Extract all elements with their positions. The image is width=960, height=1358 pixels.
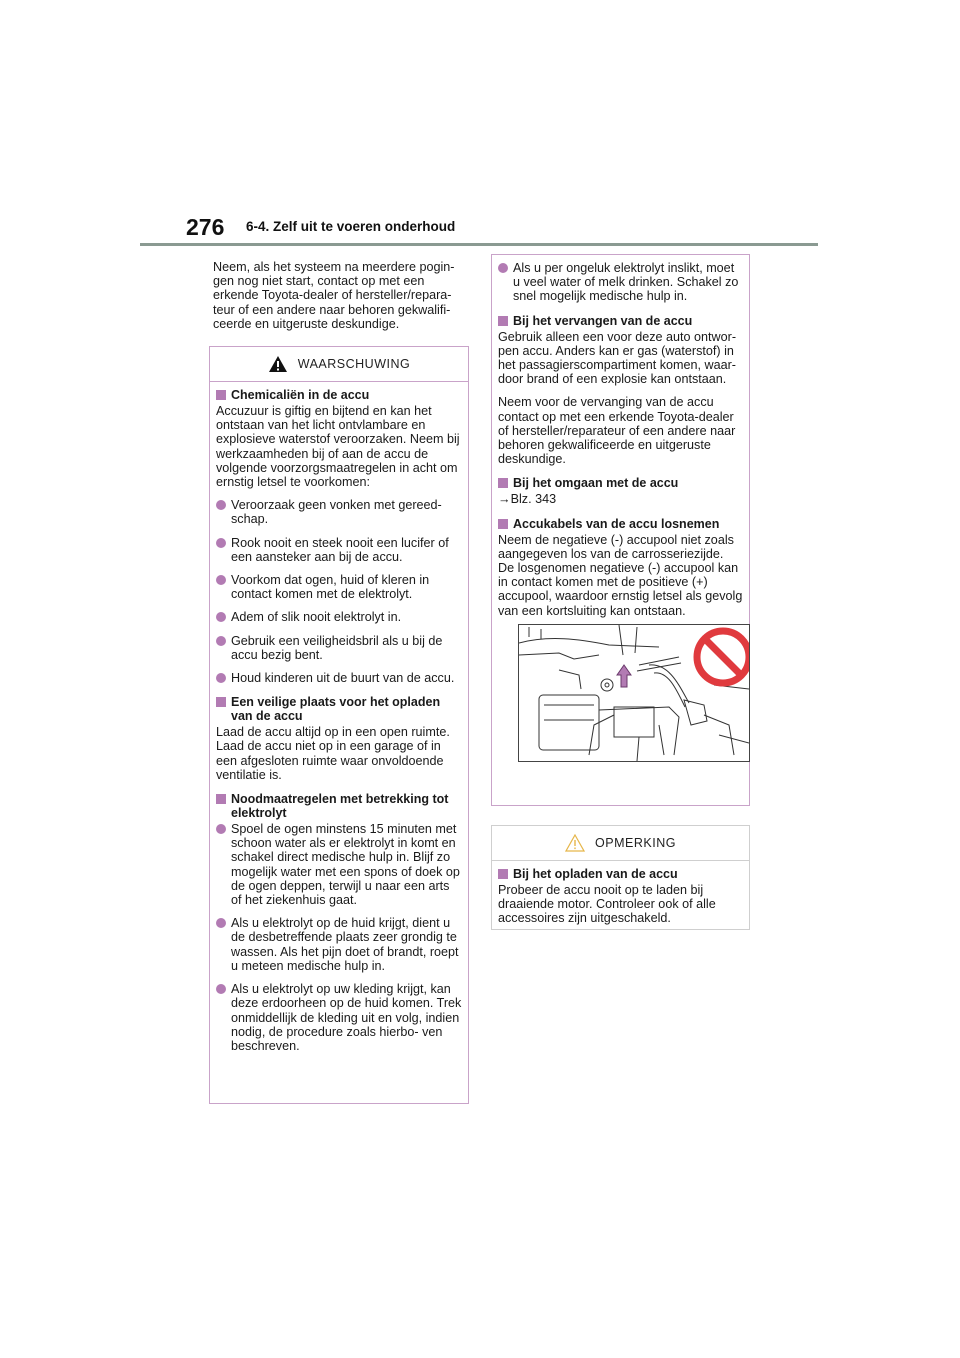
bullet-text: Veroorzaak geen vonken met gereed- schap. — [231, 498, 442, 527]
note-title: OPMERKING — [595, 836, 676, 850]
subheading-text: Noodmaatregelen met betrekking tot elektrolyt — [231, 792, 449, 821]
page-header — [0, 0, 960, 250]
bullet-text: Adem of slik nooit elektrolyt in. — [231, 610, 402, 625]
round-bullet-icon — [216, 612, 226, 622]
bullet-text: Voorkom dat ogen, huid of kleren in contact komen met de elektrolyt. — [231, 573, 430, 602]
warning-bullet — [216, 634, 462, 662]
bullet-text: Rook nooit en steek nooit een lucifer of een aansteker aan bij de accu. — [231, 535, 449, 564]
warning-bullet — [216, 916, 462, 973]
note-box — [491, 825, 750, 930]
note-subheading — [498, 867, 743, 881]
warning-box — [209, 346, 469, 1104]
square-bullet-icon — [498, 316, 508, 326]
warning-bullet — [216, 573, 462, 601]
bullet-text: Als u per ongeluk elektrolyt inslikt, moet u veel water of melk drinken. Schakel zo snel mogelijk medische hulp in. — [513, 261, 739, 304]
round-bullet-icon — [216, 824, 226, 834]
round-bullet-icon — [216, 673, 226, 683]
warning-text: Neem voor de vervanging van de accu contact op met een erkende Toyota-dealer of hersteller/reparateur of een andere naar behoren gekwalificeerde en uitgeruste deskundige. — [498, 395, 736, 467]
warning-bullet — [216, 536, 462, 564]
warning-triangle-icon — [268, 355, 288, 373]
round-bullet-icon — [216, 500, 226, 510]
subheading-text: Accukabels van de accu losnemen — [513, 516, 720, 531]
warning-subheading-replacing — [498, 314, 743, 328]
subheading-text: Bij het omgaan met de accu — [513, 476, 679, 491]
warning-bullet — [216, 498, 462, 526]
square-bullet-icon — [498, 869, 508, 879]
warning-subheading-handling — [498, 476, 743, 490]
prohibition-icon — [697, 631, 749, 683]
square-bullet-icon — [216, 390, 226, 400]
battery-illustration — [518, 624, 750, 762]
square-bullet-icon — [216, 794, 226, 804]
round-bullet-icon — [216, 984, 226, 994]
round-bullet-icon — [498, 263, 508, 273]
warning-subheading-chemicals — [216, 388, 462, 402]
round-bullet-icon — [216, 636, 226, 646]
header-rule — [140, 243, 818, 246]
note-text: Probeer de accu nooit op te laden bij draaiende motor. Controleer ook of alle accessoires zijn uitgeschakeld. — [498, 883, 716, 926]
warning-subheading-cables — [498, 517, 743, 531]
bullet-text: Gebruik een veiligheidsbril als u bij de accu bezig bent. — [231, 633, 443, 662]
bullet-text: Als u elektrolyt op de huid krijgt, dient u de desbetreffende plaats zeer grondig te wassen. Als het pijn doet of brandt, roept u meteen medische hulp in. — [231, 916, 459, 973]
warning-bullet — [216, 982, 462, 1053]
round-bullet-icon — [216, 538, 226, 548]
warning-bullet — [216, 610, 462, 624]
page-number: 276 — [186, 214, 225, 240]
warning-bullet — [216, 822, 462, 907]
square-bullet-icon — [498, 519, 508, 529]
warning-text: Neem de negatieve (-) accupool niet zoals aangegeven los van de carrosseriezijde. De losgenomen negatieve (-) accupool kan in contact komen met de positieve (+) accupool, waardoor ernstig letsel als gevolg van een kortsluiting kan ontstaan. — [498, 532, 743, 618]
bullet-text: Als u elektrolyt op uw kleding krijgt, kan deze erdoorheen op de huid komen. Trek onmiddellijk de kleding uit en volg, indien nodig, de procedure zoals hierbo- ven beschreven. — [231, 982, 462, 1053]
round-bullet-icon — [216, 575, 226, 585]
warning-bullet — [216, 671, 462, 685]
warning-header — [210, 347, 468, 382]
warning-bullet — [498, 261, 743, 304]
subheading-text: Bij het vervangen van de accu — [513, 313, 693, 328]
warning-subheading-charging-place — [216, 695, 462, 723]
section-title: 6-4. Zelf uit te voeren onderhoud — [246, 219, 456, 234]
page-reference: →Blz. 343 — [498, 492, 557, 507]
caution-triangle-icon — [565, 834, 585, 852]
warning-text: Laad de accu altijd op in een open ruimte. Laad de accu niet op in een garage of in een afgesloten ruimte waar onvoldoende ventilatie is. — [216, 725, 450, 782]
round-bullet-icon — [216, 918, 226, 928]
subheading-text: Een veilige plaats voor het opladen van de accu — [231, 695, 441, 724]
warning-box-continued — [491, 254, 750, 806]
note-header — [492, 826, 749, 861]
warning-text: Accuzuur is giftig en bijtend en kan het ontstaan van het licht ontvlambare en explosieve waterstof veroorzaken. Neem bij werkzaamheden bij of aan de accu de volgende voorzorgsmaatregelen in acht om ernstig letsel te voorkomen: — [216, 404, 460, 490]
warning-title: WAARSCHUWING — [297, 357, 411, 371]
subheading-text: Chemicaliën in de accu — [231, 388, 370, 402]
intro-paragraph: Neem, als het systeem na meerdere pogin- gen nog niet start, contact op met een erkende Toyota-dealer of hersteller/repara- teur of een andere naar behoren gekwalifi- ceerde en uitgeruste deskundige. — [213, 260, 455, 331]
bullet-text: Spoel de ogen minstens 15 minuten met schoon water als er elektrolyt in komt en schakel direct medische hulp in. Blijf zo mogelijk water met een spons of doek op de ogen deppen, terwijl u naar een arts of het ziekenhuis gaat. — [231, 822, 460, 908]
square-bullet-icon — [498, 478, 508, 488]
bullet-text: Houd kinderen uit de buurt van de accu. — [231, 671, 455, 686]
warning-text: Gebruik alleen een voor deze auto ontwor- pen accu. Anders kan er gas (waterstof) in het passagierscompartiment komen, waar- door brand of een explosie kan ontstaan. — [498, 329, 737, 387]
warning-subheading-emergency — [216, 792, 462, 820]
engine-bay-drawing — [519, 625, 750, 762]
square-bullet-icon — [216, 697, 226, 707]
subheading-text: Bij het opladen van de accu — [513, 867, 678, 881]
